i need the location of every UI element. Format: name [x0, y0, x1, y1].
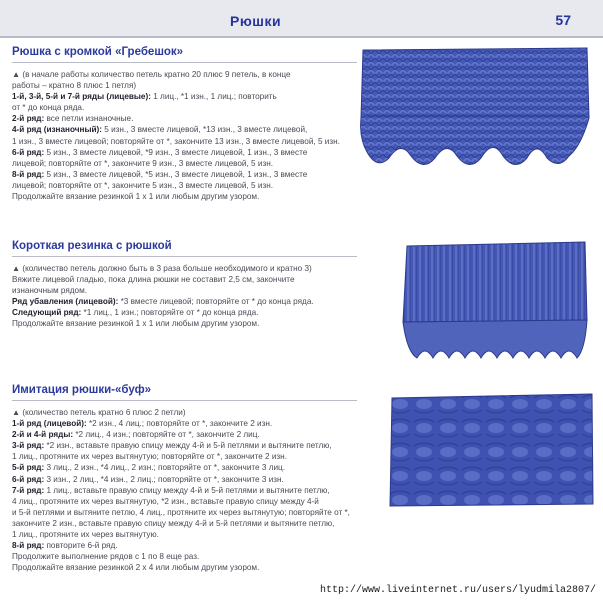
- text-line: 1-й ряд (лицевой): *2 изн., 4 лиц.; повторяйте от *, закончите 2 изн.: [12, 419, 273, 429]
- text-line: Продолжите выполнение рядов с 1 по 8 еще раз.: [12, 552, 200, 562]
- section-divider: [12, 400, 357, 401]
- text-line: 2-й ряд: все петли изнаночные.: [12, 114, 134, 124]
- section-title: Имитация рюшки-«буф»: [12, 384, 152, 396]
- text-line: 4-й ряд (изнаночный): 5 изн., 3 вместе лицевой, *13 изн., 3 вместе лицевой,: [12, 125, 308, 135]
- section-body: [12, 69, 357, 202]
- page-title: Рюшки: [230, 13, 282, 29]
- text-line: 1-й, 3-й, 5-й и 7-й ряды (лицевые): 1 лиц., *1 изн., 1 лиц.; повторить: [12, 92, 277, 102]
- text-line: Продолжайте вязание резинкой 1 х 1 или любым другим узором.: [12, 192, 260, 202]
- text-line: 4 лиц., протяните их через вытянутую, *2 изн., вставьте правую спицу между 4-й: [12, 496, 319, 506]
- text-line: лицевой; повторяйте от *, закончите 5 изн., 3 вместе лицевой, 5 изн.: [12, 180, 274, 190]
- text-line: Продолжайте вязание резинкой 2 х 4 или любым другим узором.: [12, 563, 260, 573]
- text-line: 5-й ряд: 3 лиц., 2 изн., *4 лиц., 2 изн.; повторяйте от *, закончите 3 лиц.: [12, 463, 286, 473]
- watermark-url: http://www.liveinternet.ru/users/lyudmila2807/: [320, 585, 597, 596]
- text-line: ▲ (количество петель должно быть в 3 раза больше необходимого и кратно 3): [12, 264, 312, 273]
- puff-ruffle-swatch-image: [388, 392, 595, 510]
- section-body: [12, 263, 357, 330]
- text-line: Следующий ряд: *1 лиц., 1 изн.; повторяйте от * до конца ряда.: [12, 308, 259, 318]
- text-line: ▲ (в начале работы количество петель кратно 20 плюс 9 петель, в конце: [12, 70, 291, 79]
- text-line: 1 изн., 3 вместе лицевой; повторяйте от *, закончите 13 изн., 3 вместе лицевой, 5 изн.: [12, 136, 340, 146]
- text-line: и 5-й петлями и вытяните петлю, 4 лиц., протяните их через вытянутую; повторяйте от *,: [12, 507, 350, 517]
- section-short-rib-ruffle: [12, 240, 357, 330]
- text-line: лицевой; повторяйте от *, закончите 9 изн., 3 вместе лицевой, 5 изн.: [12, 158, 274, 168]
- text-line: 3-й ряд: *2 изн., вставьте правую спицу между 4-й и 5-й петлями и вытяните петлю,: [12, 441, 332, 451]
- scallop-ruffle-swatch-image: [355, 46, 595, 176]
- text-line: закончите 2 изн., вставьте правую спицу между 4-й и 5-й петлями и вытяните петлю,: [12, 518, 335, 528]
- text-line: 1 лиц., протяните их через вытянутую.: [12, 530, 159, 540]
- text-line: работы – кратно 8 плюс 1 петля): [12, 81, 137, 91]
- text-line: 6-й ряд: 5 изн., 3 вместе лицевой, *9 изн., 3 вместе лицевой, 1 изн., 3 вместе: [12, 147, 308, 157]
- text-line: 6-й ряд: 3 изн., 2 лиц., *4 изн., 2 лиц.; повторяйте от *, закончите 3 изн.: [12, 474, 284, 484]
- text-line: Вяжите лицевой гладью, пока длина рюшки не составит 2,5 см, закончите: [12, 275, 295, 285]
- text-line: 7-й ряд: 1 лиц., вставьте правую спицу между 4-й и 5-й петлями и вытяните петлю,: [12, 485, 330, 495]
- text-line: 8-й ряд: 5 изн., 3 вместе лицевой, *5 изн., 3 вместе лицевой, 1 изн., 3 вместе: [12, 169, 308, 179]
- section-title: Рюшка с кромкой «Гребешок»: [12, 46, 184, 58]
- section-divider: [12, 256, 357, 257]
- text-line: от * до конца ряда.: [12, 103, 85, 113]
- text-line: Ряд убавления (лицевой): *3 вместе лицевой; повторяйте от * до конца ряда.: [12, 297, 314, 307]
- text-line: ▲ (количество петель кратно 6 плюс 2 петли): [12, 408, 186, 417]
- section-divider: [12, 62, 357, 63]
- text-line: 2-й и 4-й ряды: *2 лиц., 4 изн.; повторяйте от *, закончите 2 лиц.: [12, 430, 260, 440]
- section-title: Короткая резинка с рюшкой: [12, 240, 172, 252]
- text-line: изнаночным рядом.: [12, 286, 88, 296]
- rib-ruffle-swatch-image: [395, 240, 595, 370]
- section-puff-ruffle: [12, 384, 357, 573]
- section-body: [12, 407, 357, 573]
- page-number: 57: [555, 12, 571, 28]
- page-header: [0, 0, 603, 38]
- text-line: 8-й ряд: повторите 6-й ряд.: [12, 541, 118, 551]
- text-line: Продолжайте вязание резинкой 1 х 1 или любым другим узором.: [12, 319, 260, 329]
- section-scallop-edge: [12, 46, 357, 202]
- text-line: 1 лиц., протяните их через вытянутую; повторяйте от *, закончите 2 изн.: [12, 452, 287, 462]
